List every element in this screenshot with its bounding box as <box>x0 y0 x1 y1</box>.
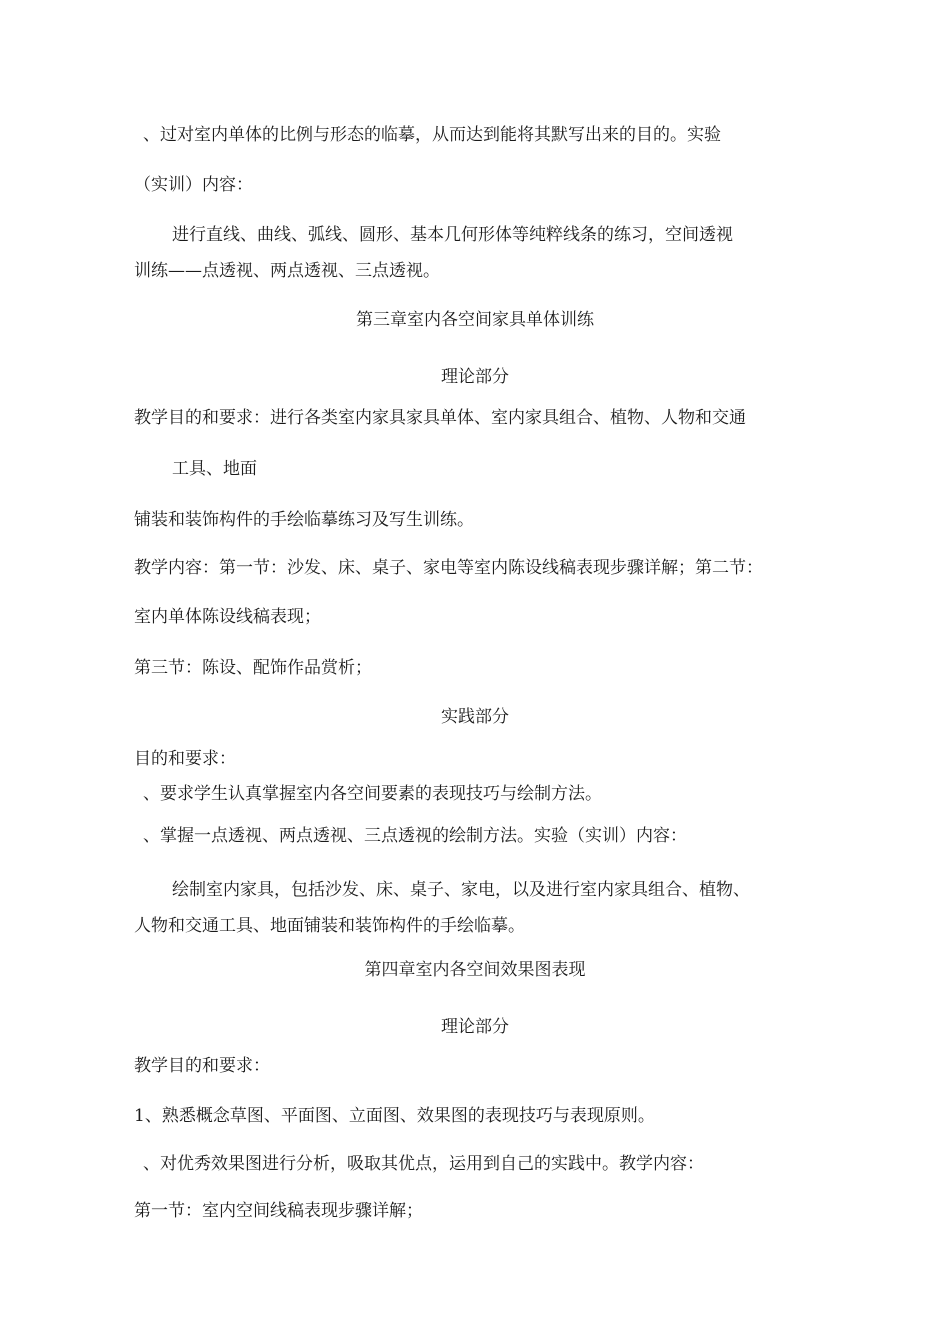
text-line: 训练——点透视、两点透视、三点透视。 <box>134 261 440 281</box>
text-line: 室内单体陈设线稿表现； <box>134 607 321 627</box>
text-line: 、过对室内单体的比例与形态的临摹，从而达到能将其默写出来的目的。实验 <box>143 125 721 145</box>
text-line: 教学目的和要求： <box>134 1056 270 1076</box>
text-line: 人物和交通工具、地面铺装和装饰构件的手绘临摹。 <box>134 916 525 936</box>
text-line: 目的和要求： <box>134 749 236 769</box>
text-line: 绘制室内家具，包括沙发、床、桌子、家电，以及进行室内家具组合、植物、 <box>172 880 750 900</box>
text-line: 教学目的和要求：进行各类室内家具家具单体、室内家具组合、植物、人物和交通 <box>134 408 746 428</box>
section-heading: 理论部分 <box>441 1017 509 1037</box>
text-line: 、掌握一点透视、两点透视、三点透视的绘制方法。实验（实训）内容： <box>143 826 687 846</box>
chapter-heading: 第三章室内各空间家具单体训练 <box>356 310 594 330</box>
text-line: 教学内容：第一节：沙发、床、桌子、家电等室内陈设线稿表现步骤详解；第二节： <box>134 558 763 578</box>
text-line: 第一节：室内空间线稿表现步骤详解； <box>134 1201 423 1221</box>
text-line: （实训）内容： <box>134 175 253 195</box>
text-line: 进行直线、曲线、弧线、圆形、基本几何形体等纯粹线条的练习，空间透视 <box>172 225 733 245</box>
text-line: 铺装和装饰构件的手绘临摹练习及写生训练。 <box>134 510 474 530</box>
chapter-heading: 第四章室内各空间效果图表现 <box>364 960 586 980</box>
text-line: 、要求学生认真掌握室内各空间要素的表现技巧与绘制方法。 <box>143 784 602 804</box>
text-line: 1、熟悉概念草图、平面图、立面图、效果图的表现技巧与表现原则。 <box>134 1106 655 1126</box>
text-line: 、对优秀效果图进行分析，吸取其优点，运用到自己的实践中。教学内容： <box>143 1154 704 1174</box>
section-heading: 理论部分 <box>441 367 509 387</box>
text-line: 第三节：陈设、配饰作品赏析； <box>134 658 372 678</box>
section-heading: 实践部分 <box>441 707 509 727</box>
text-line: 工具、地面 <box>172 459 257 479</box>
